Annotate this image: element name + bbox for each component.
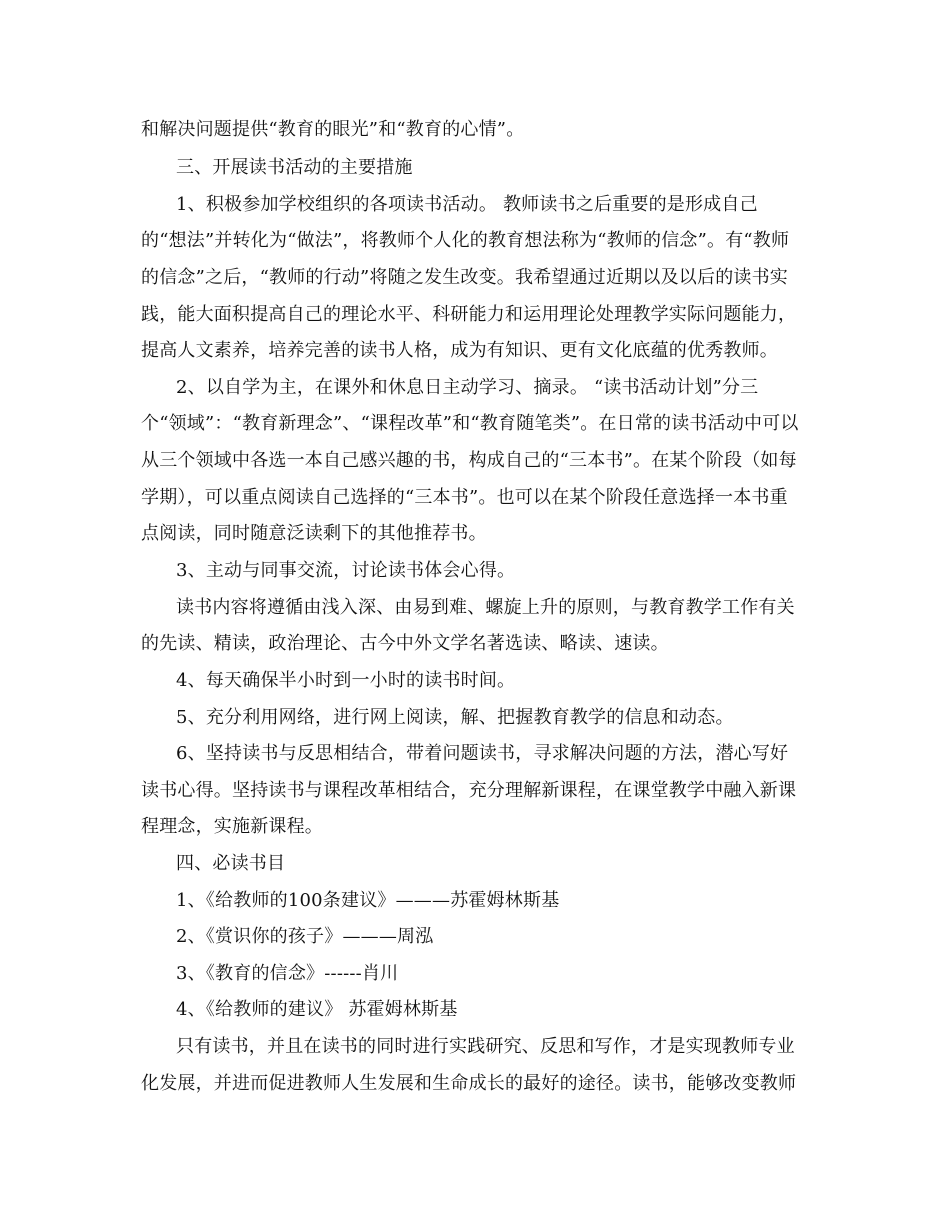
paragraph-line: 1、积极参加学校组织的各项读书活动。 教师读书之后重要的是形成自己 xyxy=(176,194,758,215)
book-list-item: 1、《给教师的100条建议》———苏霍姆林斯基 xyxy=(176,890,560,911)
paragraph-line: 程理念，实施新课程。 xyxy=(141,816,323,837)
section-heading: 三、开展读书活动的主要措施 xyxy=(176,157,413,178)
paragraph-line: 读书心得。坚持读书与课程改革相结合，充分理解新课程，在课堂教学中融入新课 xyxy=(141,780,797,801)
paragraph-line: 点阅读，同时随意泛读剩下的其他推荐书。 xyxy=(141,523,487,544)
paragraph-line: 读书内容将遵循由浅入深、由易到难、螺旋上升的原则，与教育教学工作有关 xyxy=(176,597,795,618)
paragraph-line: 4、每天确保半小时到一小时的读书时间。 xyxy=(176,670,516,691)
paragraph-line: 从三个领域中各选一本自己感兴趣的书，构成自己的“三本书”。在某个阶段（如每 xyxy=(141,450,797,471)
paragraph-line: 的先读、精读，政治理论、古今中外文学名著选读、略读、速读。 xyxy=(141,633,669,654)
paragraph-line: 个“领域”：“教育新理念”、“课程改革”和“教育随笔类”。在日常的读书活动中可以 xyxy=(141,413,799,434)
paragraph-line: 只有读书，并且在读书的同时进行实践研究、反思和写作，才是实现教师专业 xyxy=(176,1036,795,1057)
book-list-item: 4、《给教师的建议》 苏霍姆林斯基 xyxy=(176,999,458,1020)
paragraph-line: 的信念”之后，“教师的行动”将随之发生改变。我希望通过近期以及以后的读书实 xyxy=(141,267,789,288)
paragraph-line: 2、以自学为主，在课外和休息日主动学习、摘录。 “读书活动计划”分三 xyxy=(176,377,759,398)
paragraph-line: 的“想法”并转化为“做法”，将教师个人化的教育想法称为“教师的信念”。有“教师 xyxy=(141,230,790,251)
section-heading: 四、必读书目 xyxy=(176,853,286,874)
paragraph-line: 3、主动与同事交流，讨论读书体会心得。 xyxy=(176,560,516,581)
paragraph-line: 化发展，并进而促进教师人生发展和生命成长的最好的途径。读书，能够改变教师 xyxy=(141,1073,797,1094)
text-line: 和解决问题提供“教育的眼光”和“教育的心情”。 xyxy=(141,119,525,140)
paragraph-line: 践，能大面积提高自己的理论水平、科研能力和运用理论处理教学实际问题能力， xyxy=(141,304,797,325)
paragraph-line: 学期），可以重点阅读自己选择的“三本书”。也可以在某个阶段任意选择一本书重 xyxy=(141,487,788,508)
book-list-item: 3、《教育的信念》------肖川 xyxy=(176,963,399,984)
paragraph-line: 提高人文素养，培养完善的读书人格，成为有知识、更有文化底蕴的优秀教师。 xyxy=(141,340,778,361)
paragraph-line: 6、坚持读书与反思相结合，带着问题读书，寻求解决问题的方法，潜心写好 xyxy=(176,743,789,764)
paragraph-line: 5、充分利用网络，进行网上阅读，解、把握教育教学的信息和动态。 xyxy=(176,707,734,728)
book-list-item: 2、《赏识你的孩子》———周泓 xyxy=(176,926,434,947)
